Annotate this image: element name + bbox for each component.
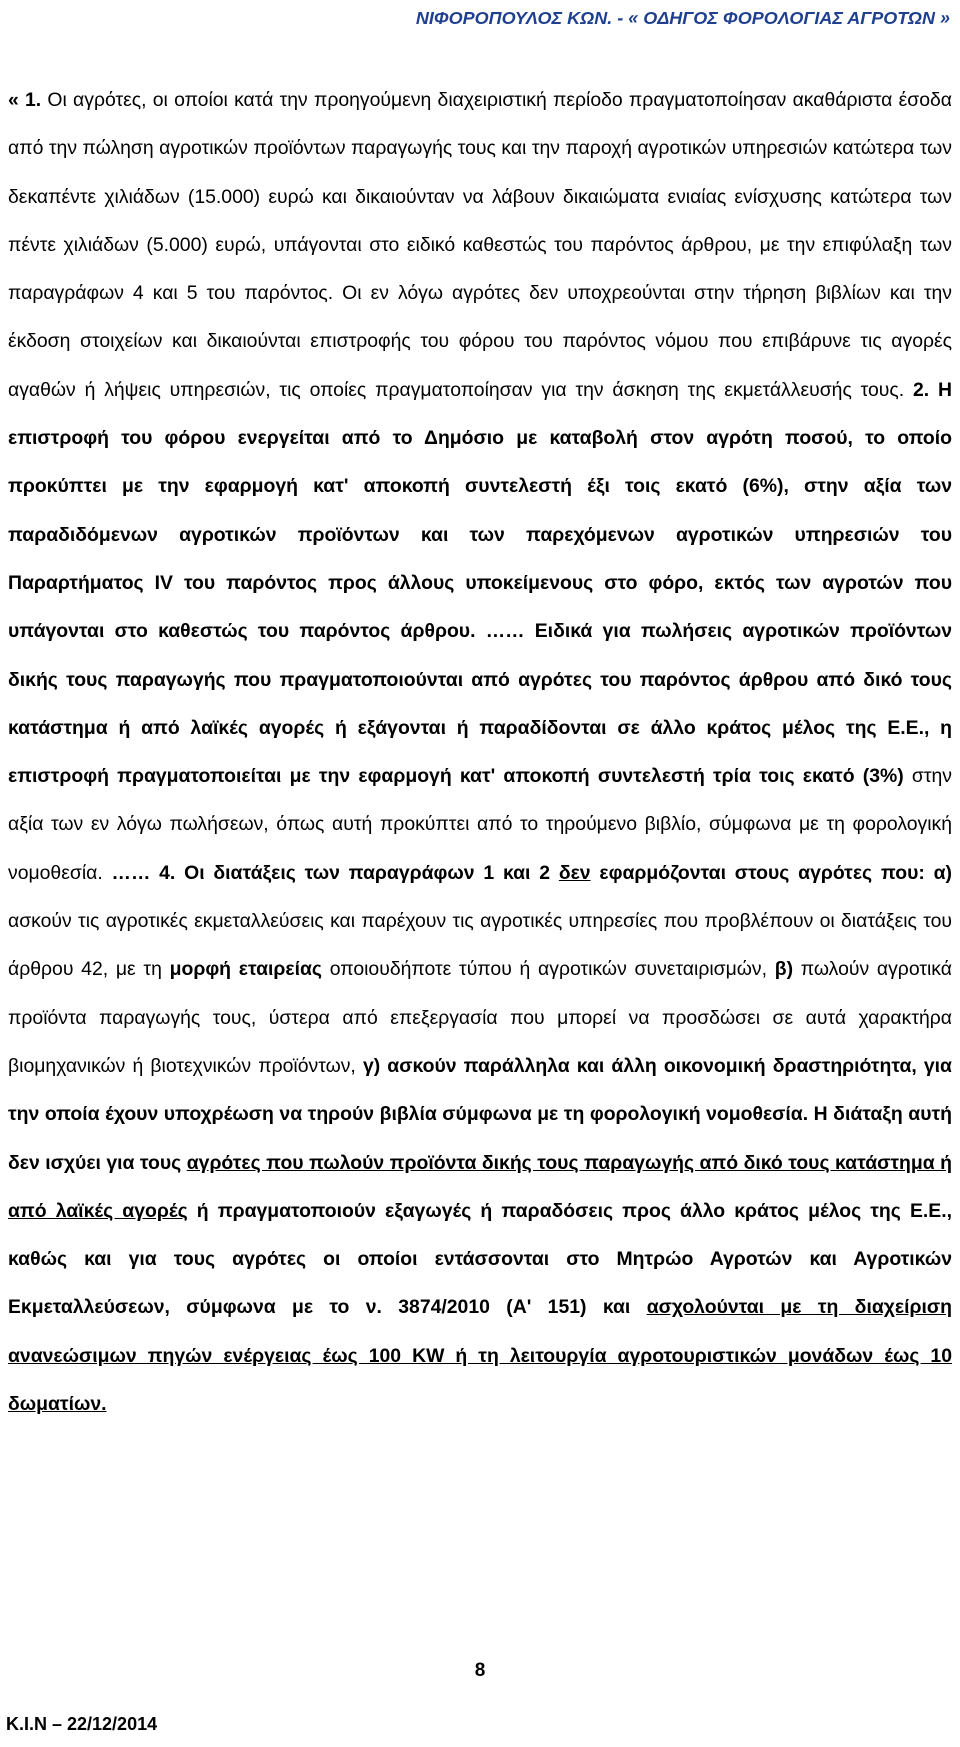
text-segment: Οι αγρότες, οι οποίοι κατά την προηγούμενη διαχειριστική περίοδο πραγματοποίησαν ακαθάριστα έσοδα από την πώληση αγροτικών προϊόντων παραγωγής τους και την παροχή αγροτικών υπηρεσιών κατώτερα των δεκαπέντε χιλιάδων (15.000) ευρώ και δικαιούνταν να λάβουν δικαιώματα ενιαίας ενίσχυσης κατώτερα των πέντε χιλιάδων (5.000) ευρώ, υπάγονται στο ειδικό καθεστώς του παρόντος άρθρου, με την επιφύλαξη των παραγράφων 4 και 5 του παρόντος. Οι εν λόγω αγρότες δεν υποχρεούνται στην τήρηση βιβλίων και την έκδοση στοιχείων και δικαιούνται επιστροφής του φόρου του παρόντος νόμου που επιβάρυνε τις αγορές αγαθών ή λήψεις υπηρεσιών, τις οποίες πραγματοποίησαν για την άσκηση της εκμετάλλευσής τους. — [8, 89, 952, 401]
text-segment: γ) ασκούν παράλληλα και άλλη οικονομική δραστηριότητα, για την οποία έχουν υποχρέωση να τηρούν βιβλία σύμφωνα με τη φορολογική νομοθεσία. Η διάταξη αυτή δεν ισχύει για τους — [8, 1054, 952, 1174]
document-header: ΝΙΦΟΡΟΠΟΥΛΟΣ ΚΩΝ. - « ΟΔΗΓΟΣ ΦΟΡΟΛΟΓΙΑΣ ΑΓΡΟΤΩΝ » — [415, 8, 950, 28]
text-segment: …… 4. Οι διατάξεις των παραγράφων 1 και 2 — [111, 861, 559, 884]
text-segment: 2. Η επιστροφή του φόρου ενεργείται από το Δημόσιο με καταβολή στον αγρότη ποσού, το οποίο προκύπτει με την εφαρμογή κατ' αποκοπή συντελεστή έξι τοις εκατό (6%), στην αξία των παραδιδόμενων αγροτικών προϊόντων και των παρεχόμενων αγροτικών υπηρεσιών του Παραρτήματος IV του παρόντος προς άλλους υποκείμενους στο φόρο, εκτός των αγροτών που υπάγονται στο καθεστώς του παρόντος άρθρου. …… Ειδικά για πωλήσεις αγροτικών προϊόντων δικής τους παραγωγής που πραγματοποιούνται από αγρότες του παρόντος άρθρου από δικό τους κατάστημα ή από λαϊκές αγορές ή εξάγονται ή παραδίδονται σε άλλο κράτος μέλος της Ε.Ε., η επιστροφή πραγματοποιείται με την εφαρμογή κατ' αποκοπή συντελεστή τρία τοις εκατό (3%) — [8, 378, 952, 788]
text-segment: ασχολούνται με τη διαχείριση ανανεώσιμων πηγών ενέργειας έως 100 KW ή τη λειτουργία αγροτουριστικών μονάδων έως 10 δωματίων. — [8, 1296, 952, 1416]
text-segment: δεν — [558, 861, 591, 884]
text-segment: πωλούν αγροτικά προϊόντα παραγωγής τους, ύστερα από επεξεργασία που μπορεί να προσδώσει σε αυτά χαρακτήρα βιομηχανικών ή βιοτεχνικών προϊόντων, — [8, 958, 952, 1077]
text-segment: στην αξία των εν λόγω πωλήσεων, όπως αυτή προκύπτει από το τηρούμενο βιβλίο, σύμφωνα με τη φορολογική νομοθεσία. — [8, 765, 953, 884]
text-segment: ή πραγματοποιούν εξαγωγές ή παραδόσεις προς άλλο κράτος μέλος της Ε.Ε., καθώς και για τους αγρότες οι οποίοι εντάσσονται στο Μητρώο Αγροτών και Αγροτικών Εκμεταλλεύσεων, σύμφωνα με το ν. 3874/2010 (Α' 151) και — [8, 1199, 952, 1319]
text-segment: ασκούν τις αγροτικές εκμεταλλεύσεις και παρέχουν τις αγροτικές υπηρεσίες που προβλέπουν οι διατάξεις του άρθρου 42, με τη — [8, 910, 952, 981]
footer-date: K.I.N – 22/12/2014 — [6, 1714, 158, 1734]
text-segment: αγρότες που πωλούν προϊόντα δικής τους παραγωγής από δικό τους κατάστημα ή από λαϊκές αγορές — [8, 1151, 952, 1222]
text-segment: « 1. — [8, 89, 42, 111]
page-number: 8 — [474, 1660, 486, 1681]
text-segment: β) — [774, 958, 794, 981]
text-segment: εφαρμόζονται στους αγρότες που: α) — [590, 861, 952, 884]
article-body — [8, 76, 952, 1428]
text-segment: μορφή εταιρείας — [169, 958, 322, 981]
text-segment: οποιουδήποτε τύπου ή αγροτικών συνεταιρισμών, — [321, 958, 775, 981]
